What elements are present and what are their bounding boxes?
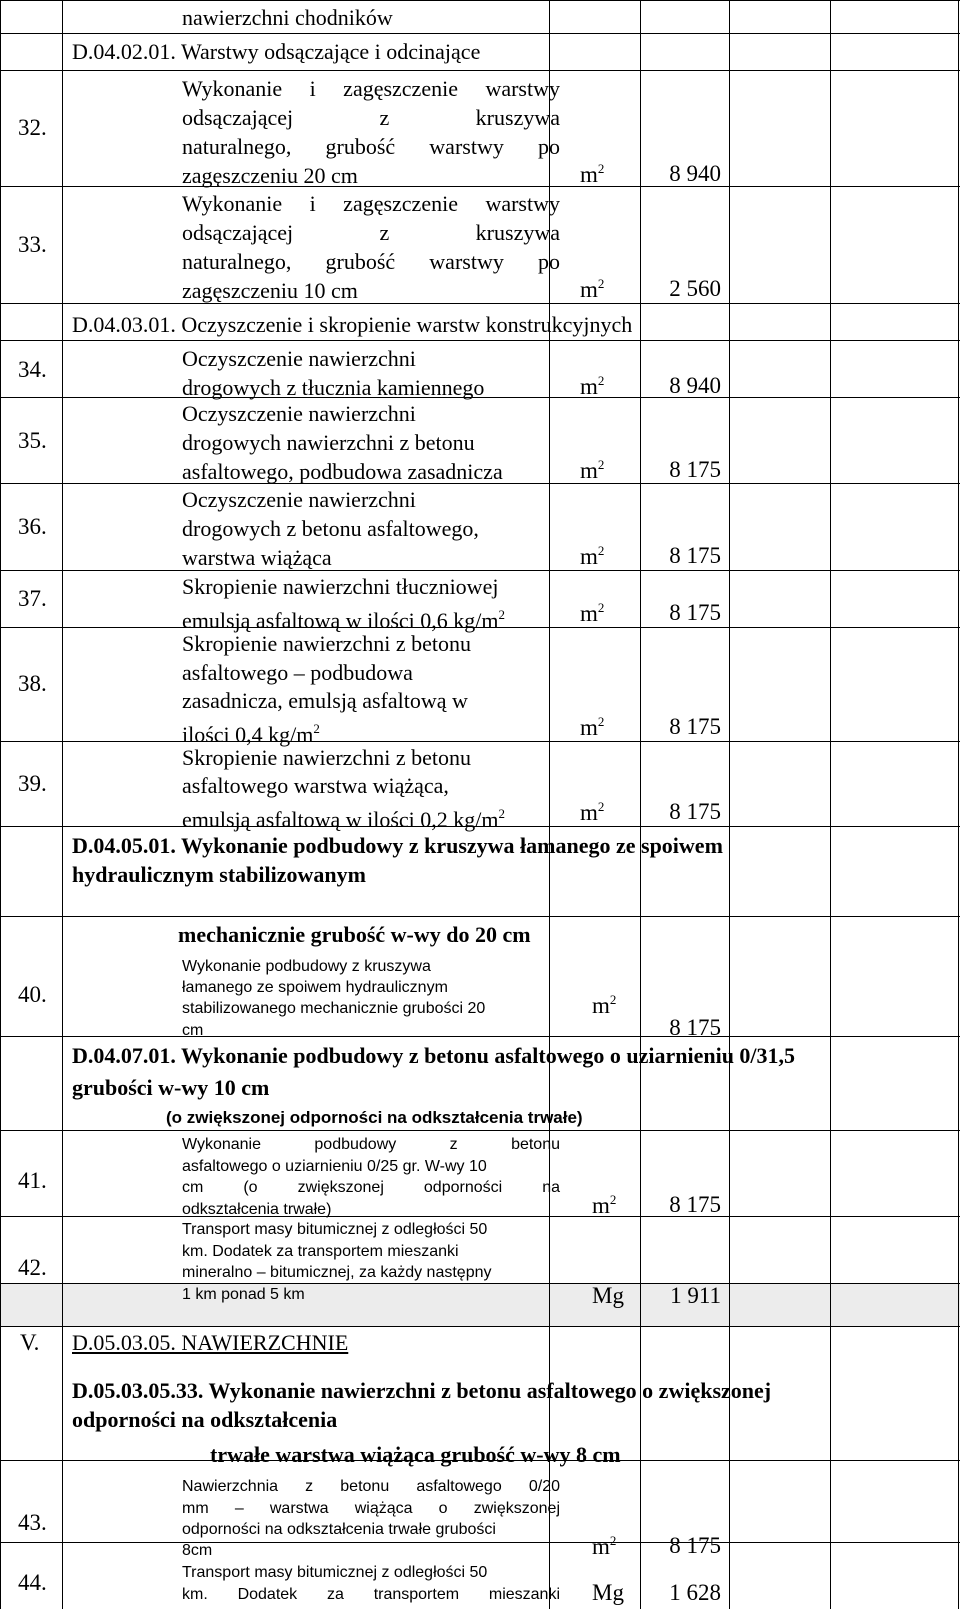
grid-line <box>0 1542 960 1543</box>
row-description: asfaltowego warstwa wiążąca, <box>182 773 449 798</box>
row-description: asfaltowego – podbudowa <box>182 660 413 685</box>
row-description: Wykonanie podbudowy z kruszywa <box>182 958 431 975</box>
grid-line <box>0 340 960 341</box>
grid-line <box>0 0 960 1</box>
row-description: zagęszczeniu 20 cm <box>182 163 358 188</box>
row-description: cm <box>182 1022 204 1039</box>
grid-line <box>640 0 641 1609</box>
row-description: Transport masy bitumicznej z odległości 50 <box>182 1221 488 1238</box>
row-description: Wykonanie podbudowy z betonu <box>182 1136 560 1153</box>
grid-line <box>0 33 960 34</box>
row-description: Wykonanie i zagęszczenie warstwy <box>182 191 560 216</box>
section-heading: D.04.05.01. Wykonanie podbudowy z kruszywa łamanego ze spoiwem <box>72 833 723 858</box>
grid-line <box>0 916 960 917</box>
row-number: 43. <box>18 1510 47 1535</box>
section-heading: D.05.03.05.33. Wykonanie nawierzchni z betonu asfaltowego o zwiększonej <box>72 1378 772 1403</box>
section-v-shade <box>0 1283 960 1326</box>
row-unit: Mg <box>592 1283 624 1308</box>
row-number: 33. <box>18 232 47 257</box>
grid-line <box>0 570 960 571</box>
row-description: stabilizowanego mechanicznie grubości 20 <box>182 1000 486 1017</box>
row-description: Skropienie nawierzchni tłuczniowej <box>182 574 499 599</box>
row-description: Skropienie nawierzchni z betonu <box>182 745 471 770</box>
row-number: 39. <box>18 771 47 796</box>
grid-line <box>0 1216 960 1217</box>
row-quantity: 8 940 <box>669 161 721 186</box>
row-description: asfaltowego, podbudowa zasadnicza <box>182 459 503 484</box>
row-description: warstwa wiążąca <box>182 545 332 570</box>
row-quantity: 8 175 <box>669 799 721 824</box>
row-number: 34. <box>18 357 47 382</box>
row-description: drogowych z betonu asfaltowego, <box>182 516 479 541</box>
section-heading: D.04.07.01. Wykonanie podbudowy z betonu asfaltowego o uziarnieniu 0/31,5 <box>72 1043 796 1068</box>
row-description: naturalnego, grubość warstwy po <box>182 134 560 159</box>
row-quantity: 8 175 <box>669 1533 721 1558</box>
row-quantity: 8 175 <box>669 457 721 482</box>
row-description: 8cm <box>182 1542 213 1559</box>
grid-line <box>729 0 730 1609</box>
row-unit: $m^2$ <box>580 714 605 740</box>
row-unit: $m^2$ <box>580 276 605 302</box>
grid-line <box>62 0 63 1609</box>
row-quantity: 8 175 <box>669 543 721 568</box>
section-heading: odporności na odkształcenia <box>72 1407 338 1432</box>
row-description: drogowych z tłucznia kamiennego <box>182 375 485 400</box>
row-description: emulsją asfaltową w ilości 0,6 $kg/m^2$ <box>182 607 505 633</box>
row-description: km. Dodatek za transportem mieszanki <box>182 1243 459 1260</box>
row-description: nawierzchni chodników <box>182 5 393 30</box>
row-number: 44. <box>18 1570 47 1595</box>
row-number: 37. <box>18 586 47 611</box>
row-description: km. Dodatek za transportem mieszanki <box>182 1586 560 1603</box>
section-heading: grubości w-wy 10 cm <box>72 1075 270 1100</box>
row-description: cm (o zwiększonej odporności na <box>182 1179 560 1196</box>
row-number: 38. <box>18 671 47 696</box>
grid-line <box>0 186 960 187</box>
grid-line <box>0 1326 960 1327</box>
row-unit: $m^2$ <box>592 1533 617 1559</box>
row-unit: $m^2$ <box>580 457 605 483</box>
row-description: odsączającej z kruszywa <box>182 220 560 245</box>
row-description: Nawierzchnia z betonu asfaltowego 0/20 <box>182 1478 560 1495</box>
grid-line <box>0 741 960 742</box>
row-quantity: 1 628 <box>669 1580 721 1605</box>
grid-line <box>0 1130 960 1131</box>
row-quantity: 1 911 <box>670 1283 721 1308</box>
row-unit: $m^2$ <box>580 373 605 399</box>
row-quantity: 8 175 <box>669 1015 721 1040</box>
row-description: odporności na odkształcenia trwałe grubości <box>182 1521 496 1538</box>
row-description: odsączającej z kruszywa <box>182 105 560 130</box>
row-description: łamanego ze spoiwem hydraulicznym <box>182 979 448 996</box>
row-number: 36. <box>18 514 47 539</box>
section-subheading: (o zwiększonej odporności na odkształcenia trwałe) <box>166 1108 583 1127</box>
row-quantity: 2 560 <box>669 276 721 301</box>
row-unit: $m^2$ <box>592 1192 617 1218</box>
grid-line <box>830 0 831 1609</box>
section-number: V. <box>20 1330 40 1355</box>
row-description: mm – warstwa wiążąca o zwiększonej <box>182 1500 560 1517</box>
grid-line <box>0 303 960 304</box>
row-description: Oczyszczenie nawierzchni <box>182 346 416 371</box>
row-unit: $m^2$ <box>592 992 617 1018</box>
row-description: zagęszczeniu 10 cm <box>182 278 358 303</box>
section-title: D.05.03.05. NAWIERZCHNIE <box>72 1330 349 1355</box>
row-description: Transport masy bitumicznej z odległości 50 <box>182 1564 488 1581</box>
row-description: emulsją asfaltową w ilości 0,2 $kg/m^2$ <box>182 806 505 832</box>
row-description: zasadnicza, emulsją asfaltową w <box>182 688 468 713</box>
row-description: asfaltowego o uziarnieniu 0/25 gr. W-wy 10 <box>182 1158 487 1175</box>
row-quantity: 8 175 <box>669 1192 721 1217</box>
row-description: Skropienie nawierzchni z betonu <box>182 631 471 656</box>
row-number: 42. <box>18 1255 47 1280</box>
row-description: 1 km ponad 5 km <box>182 1286 305 1303</box>
row-quantity: 8 175 <box>669 714 721 739</box>
row-unit: Mg <box>592 1580 624 1605</box>
row-description: naturalnego, grubość warstwy po <box>182 249 560 274</box>
row-description: Oczyszczenie nawierzchni <box>182 487 416 512</box>
section-subheading: trwałe warstwa wiążąca grubość w-wy 8 cm <box>210 1442 621 1467</box>
row-quantity: 8 940 <box>669 373 721 398</box>
row-description: odkształcenia trwałe) <box>182 1201 332 1218</box>
row-number: 35. <box>18 428 47 453</box>
grid-line <box>958 0 959 1609</box>
row-unit: $m^2$ <box>580 600 605 626</box>
row-unit: $m^2$ <box>580 799 605 825</box>
section-heading: hydraulicznym stabilizowanym <box>72 862 366 887</box>
row-number: 41. <box>18 1168 47 1193</box>
row-quantity: 8 175 <box>669 600 721 625</box>
row-description: Wykonanie i zagęszczenie warstwy <box>182 76 560 101</box>
section-subheading: mechanicznie grubość w-wy do 20 cm <box>178 922 531 947</box>
row-unit: $m^2$ <box>580 161 605 187</box>
row-number: 32. <box>18 115 47 140</box>
section-heading: D.04.03.01. Oczyszczenie i skropienie warstw konstrukcyjnych <box>72 312 633 337</box>
row-description: drogowych nawierzchni z betonu <box>182 430 475 455</box>
row-description: ilości 0,4 $kg/m^2$ <box>182 721 320 747</box>
row-description: Oczyszczenie nawierzchni <box>182 401 416 426</box>
row-number: 40. <box>18 982 47 1007</box>
row-unit: $m^2$ <box>580 543 605 569</box>
grid-line <box>0 0 1 1609</box>
section-heading: D.04.02.01. Warstwy odsączające i odcinające <box>72 39 481 64</box>
grid-line <box>0 1036 960 1037</box>
row-description: mineralno – bitumicznej, za każdy następny <box>182 1264 492 1281</box>
grid-line <box>0 70 960 71</box>
